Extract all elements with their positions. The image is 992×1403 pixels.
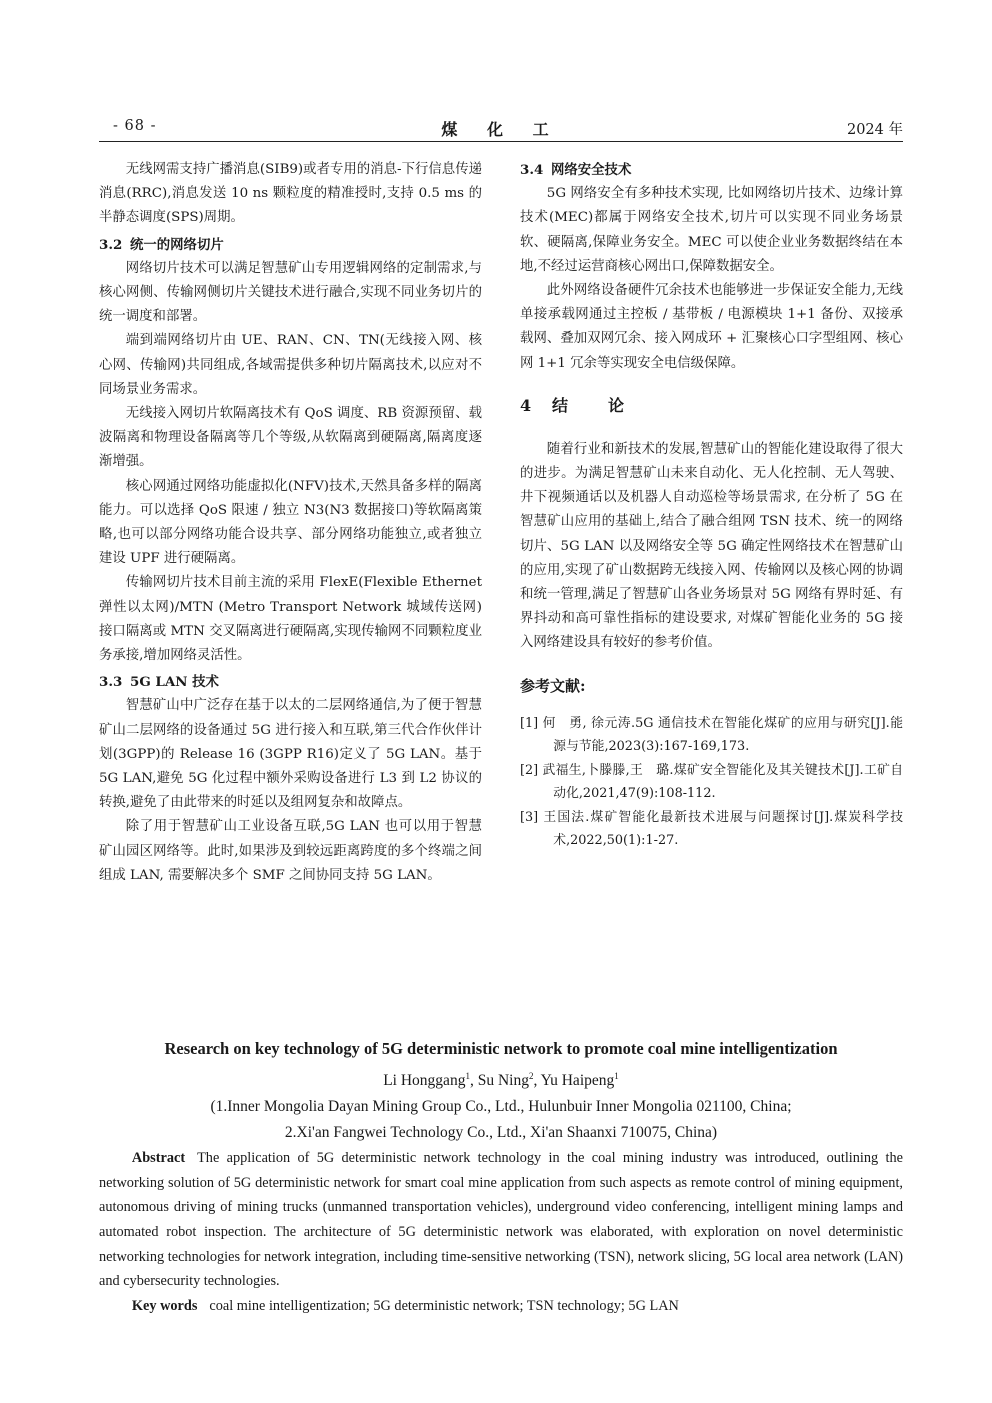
section-heading-3-3 bbox=[99, 670, 482, 694]
section-number: 4 bbox=[520, 395, 532, 415]
section-number: 3.2 bbox=[99, 236, 123, 253]
paragraph: 智慧矿山中广泛存在基于以太的二层网络通信,为了便于智慧矿山二层网络的设备通过 5G 进行接入和互联,第三代合作伙伴计划(3GPP)的 Release 16 (3GPP R16)定义了 5G LAN。基于 5G LAN,避免 5G 化过程中额外采购设备进行 L3 到 L2 协议的转换,避免了由此带来的时延以及组网复杂和故障点。 bbox=[99, 698, 482, 811]
section-number: 3.4 bbox=[520, 162, 544, 178]
issue-year: 2024 年 bbox=[846, 122, 903, 138]
keywords-label: Key words bbox=[131, 1297, 198, 1314]
author-affiliation-mark: 1 bbox=[614, 1071, 619, 1081]
journal-name: 煤 化 工 bbox=[441, 120, 561, 139]
abstract-paragraph bbox=[99, 1146, 903, 1294]
paragraph: 无线网需支持广播消息(SIB9)或者专用的消息-下行信息传递消息(RRC),消息发送 10 ns 颗粒度的精准授时,支持 0.5 ms 的半静态调度(SPS)周期。 bbox=[99, 162, 482, 226]
right-column bbox=[520, 158, 903, 853]
running-header bbox=[99, 118, 903, 140]
section-number: 3.3 bbox=[99, 674, 123, 691]
author-affiliation-mark: 2 bbox=[528, 1071, 534, 1081]
paragraph: 除了用于智慧矿山工业设备互联,5G LAN 也可以用于智慧矿山园区网络等。此时,如果涉及到较远距离跨度的多个终端之间组成 LAN, 需要解决多个 SMF 之间协同支持 5G LAN。 bbox=[99, 819, 482, 883]
page-number: - 68 - bbox=[113, 118, 157, 134]
author-affiliation-mark: 1 bbox=[465, 1071, 470, 1081]
section-title: 5G LAN 技术 bbox=[130, 674, 219, 691]
section-heading-3-4 bbox=[520, 158, 903, 182]
section-title: 网络安全技术 bbox=[551, 162, 632, 178]
keywords-paragraph bbox=[99, 1294, 903, 1319]
english-authors: Li Honggang$^1$, Su Ning$^2$, Yu Haipeng$^1$ bbox=[383, 1071, 619, 1090]
paragraph: 5G 网络安全有多种技术实现, 比如网络切片技术、边缘计算技术(MEC)都属于网络安全技术,切片可以实现不同业务场景软、硬隔离,保障业务安全。MEC 可以使企业业务数据终结在本地,不经过运营商核心网出口,保障数据安全。 bbox=[520, 186, 903, 274]
paragraph: 无线接入网切片软隔离技术有 QoS 调度、RB 资源预留、载波隔离和物理设备隔离等几个等级,从软隔离到硬隔离,隔离度逐渐增强。 bbox=[99, 406, 482, 470]
header-rule bbox=[99, 141, 903, 142]
reference-item: [3] 王国法.煤矿智能化最新技术进展与问题探讨[J].煤炭科学技术,2022,50(1):1-27. bbox=[520, 809, 903, 849]
author-name: Yu Haipeng bbox=[540, 1072, 615, 1090]
paragraph: 传输网切片技术目前主流的采用 FlexE(Flexible Ethernet 弹性以太网)/MTN (Metro Transport Network 城域传送网) 接口隔离或 MTN 交叉隔离进行硬隔离,实现传输网不同颗粒度业务承接,增加网络灵活性。 bbox=[99, 575, 482, 664]
section-heading-4 bbox=[520, 394, 903, 418]
references-heading: 参考文献: bbox=[520, 676, 586, 695]
keywords-text: coal mine intelligentization; 5G deterministic network; TSN technology; 5G LAN bbox=[209, 1297, 679, 1314]
left-column bbox=[99, 158, 482, 888]
section-title: 结论 bbox=[552, 395, 665, 415]
english-title: Research on key technology of 5G deterministic network to promote coal mine intelligentization bbox=[164, 1039, 838, 1058]
reference-item: [2] 武福生,卜滕滕,王 璐.煤矿安全智能化及其关键技术[J].工矿自动化,2021,47(9):108-112. bbox=[520, 762, 903, 802]
section-title: 统一的网络切片 bbox=[130, 236, 224, 253]
paragraph: 端到端网络切片由 UE、RAN、CN、TN(无线接入网、核心网、传输网)共同组成,各域需提供多种切片隔离技术,以应对不同场景业务需求。 bbox=[99, 333, 482, 397]
author-name: Li Honggang bbox=[383, 1072, 466, 1090]
english-abstract-block bbox=[99, 1038, 903, 1318]
paragraph: 随着行业和新技术的发展,智慧矿山的智能化建设取得了很大的进步。为满足智慧矿山未来自动化、无人化控制、无人驾驶、井下视频通话以及机器人自动巡检等场景需求, 在分析了 5G 在智慧矿山应用的基础上,结合了融合组网 TSN 技术、统一的网络切片、5G LAN 以及网络安全等 5G 确定性网络技术在智慧矿山的应用,实现了矿山数据跨无线接入网、传输网以及核心网的协调和统一管理,满足了智慧矿山各业务场景对 5G 网络有界时延、有界抖动和高可靠性指标的建设要求, 对煤矿智能化业务的 5G 接入网络建设具有较好的参考价值。 bbox=[520, 441, 903, 651]
author-name: Su Ning bbox=[477, 1072, 529, 1090]
abstract-text: The application of 5G deterministic network technology in the coal mining industry was introduced, outlining the networking solution of 5G deterministic network for smart coal mine application from such aspects as remote control of mining equipment, autonomous driving of mining trucks (unmanned transportation vehicles), underground video conferencing, intelligent mining lamps and automated robot inspection. The architecture of 5G deterministic network was elaborated, with exploration on novel deterministic networking technologies for network integration, including time-sensitive networking (TSN), network slicing, 5G local area network (LAN) and cybersecurity technologies. bbox=[99, 1150, 903, 1290]
abstract-label: Abstract bbox=[131, 1150, 186, 1167]
affiliation-line: (1.Inner Mongolia Dayan Mining Group Co., Ltd., Hulunbuir Inner Mongolia 021100, China; bbox=[210, 1098, 792, 1116]
paragraph: 此外网络设备硬件冗余技术也能够进一步保证安全能力,无线单接承载网通过主控板 / 基带板 / 电源模块 1+1 备份、双接承载网、叠加双网冗余、接入网成环 + 汇聚核心口字型组网、核心网 1+1 冗余等实现安全电信级保障。 bbox=[520, 283, 903, 371]
section-heading-3-2 bbox=[99, 233, 482, 257]
reference-item: [1] 何 勇, 徐元涛.5G 通信技术在智能化煤矿的应用与研究[J].能源与节能,2023(3):167-169,173. bbox=[520, 715, 903, 755]
affiliation-line: 2.Xi'an Fangwei Technology Co., Ltd., Xi'an Shaanxi 710075, China) bbox=[284, 1124, 718, 1142]
paragraph: 核心网通过网络功能虚拟化(NFV)技术,天然具备多样的隔离能力。可以选择 QoS 限速 / 独立 N3(N3 数据接口)等软隔离策略,也可以部分网络功能合设共享、部分网络功能独立,或者独立建设 UPF 进行硬隔离。 bbox=[99, 478, 482, 567]
paragraph: 网络切片技术可以满足智慧矿山专用逻辑网络的定制需求,与核心网侧、传输网侧切片关键技术进行融合,实现不同业务切片的统一调度和部署。 bbox=[99, 260, 482, 325]
